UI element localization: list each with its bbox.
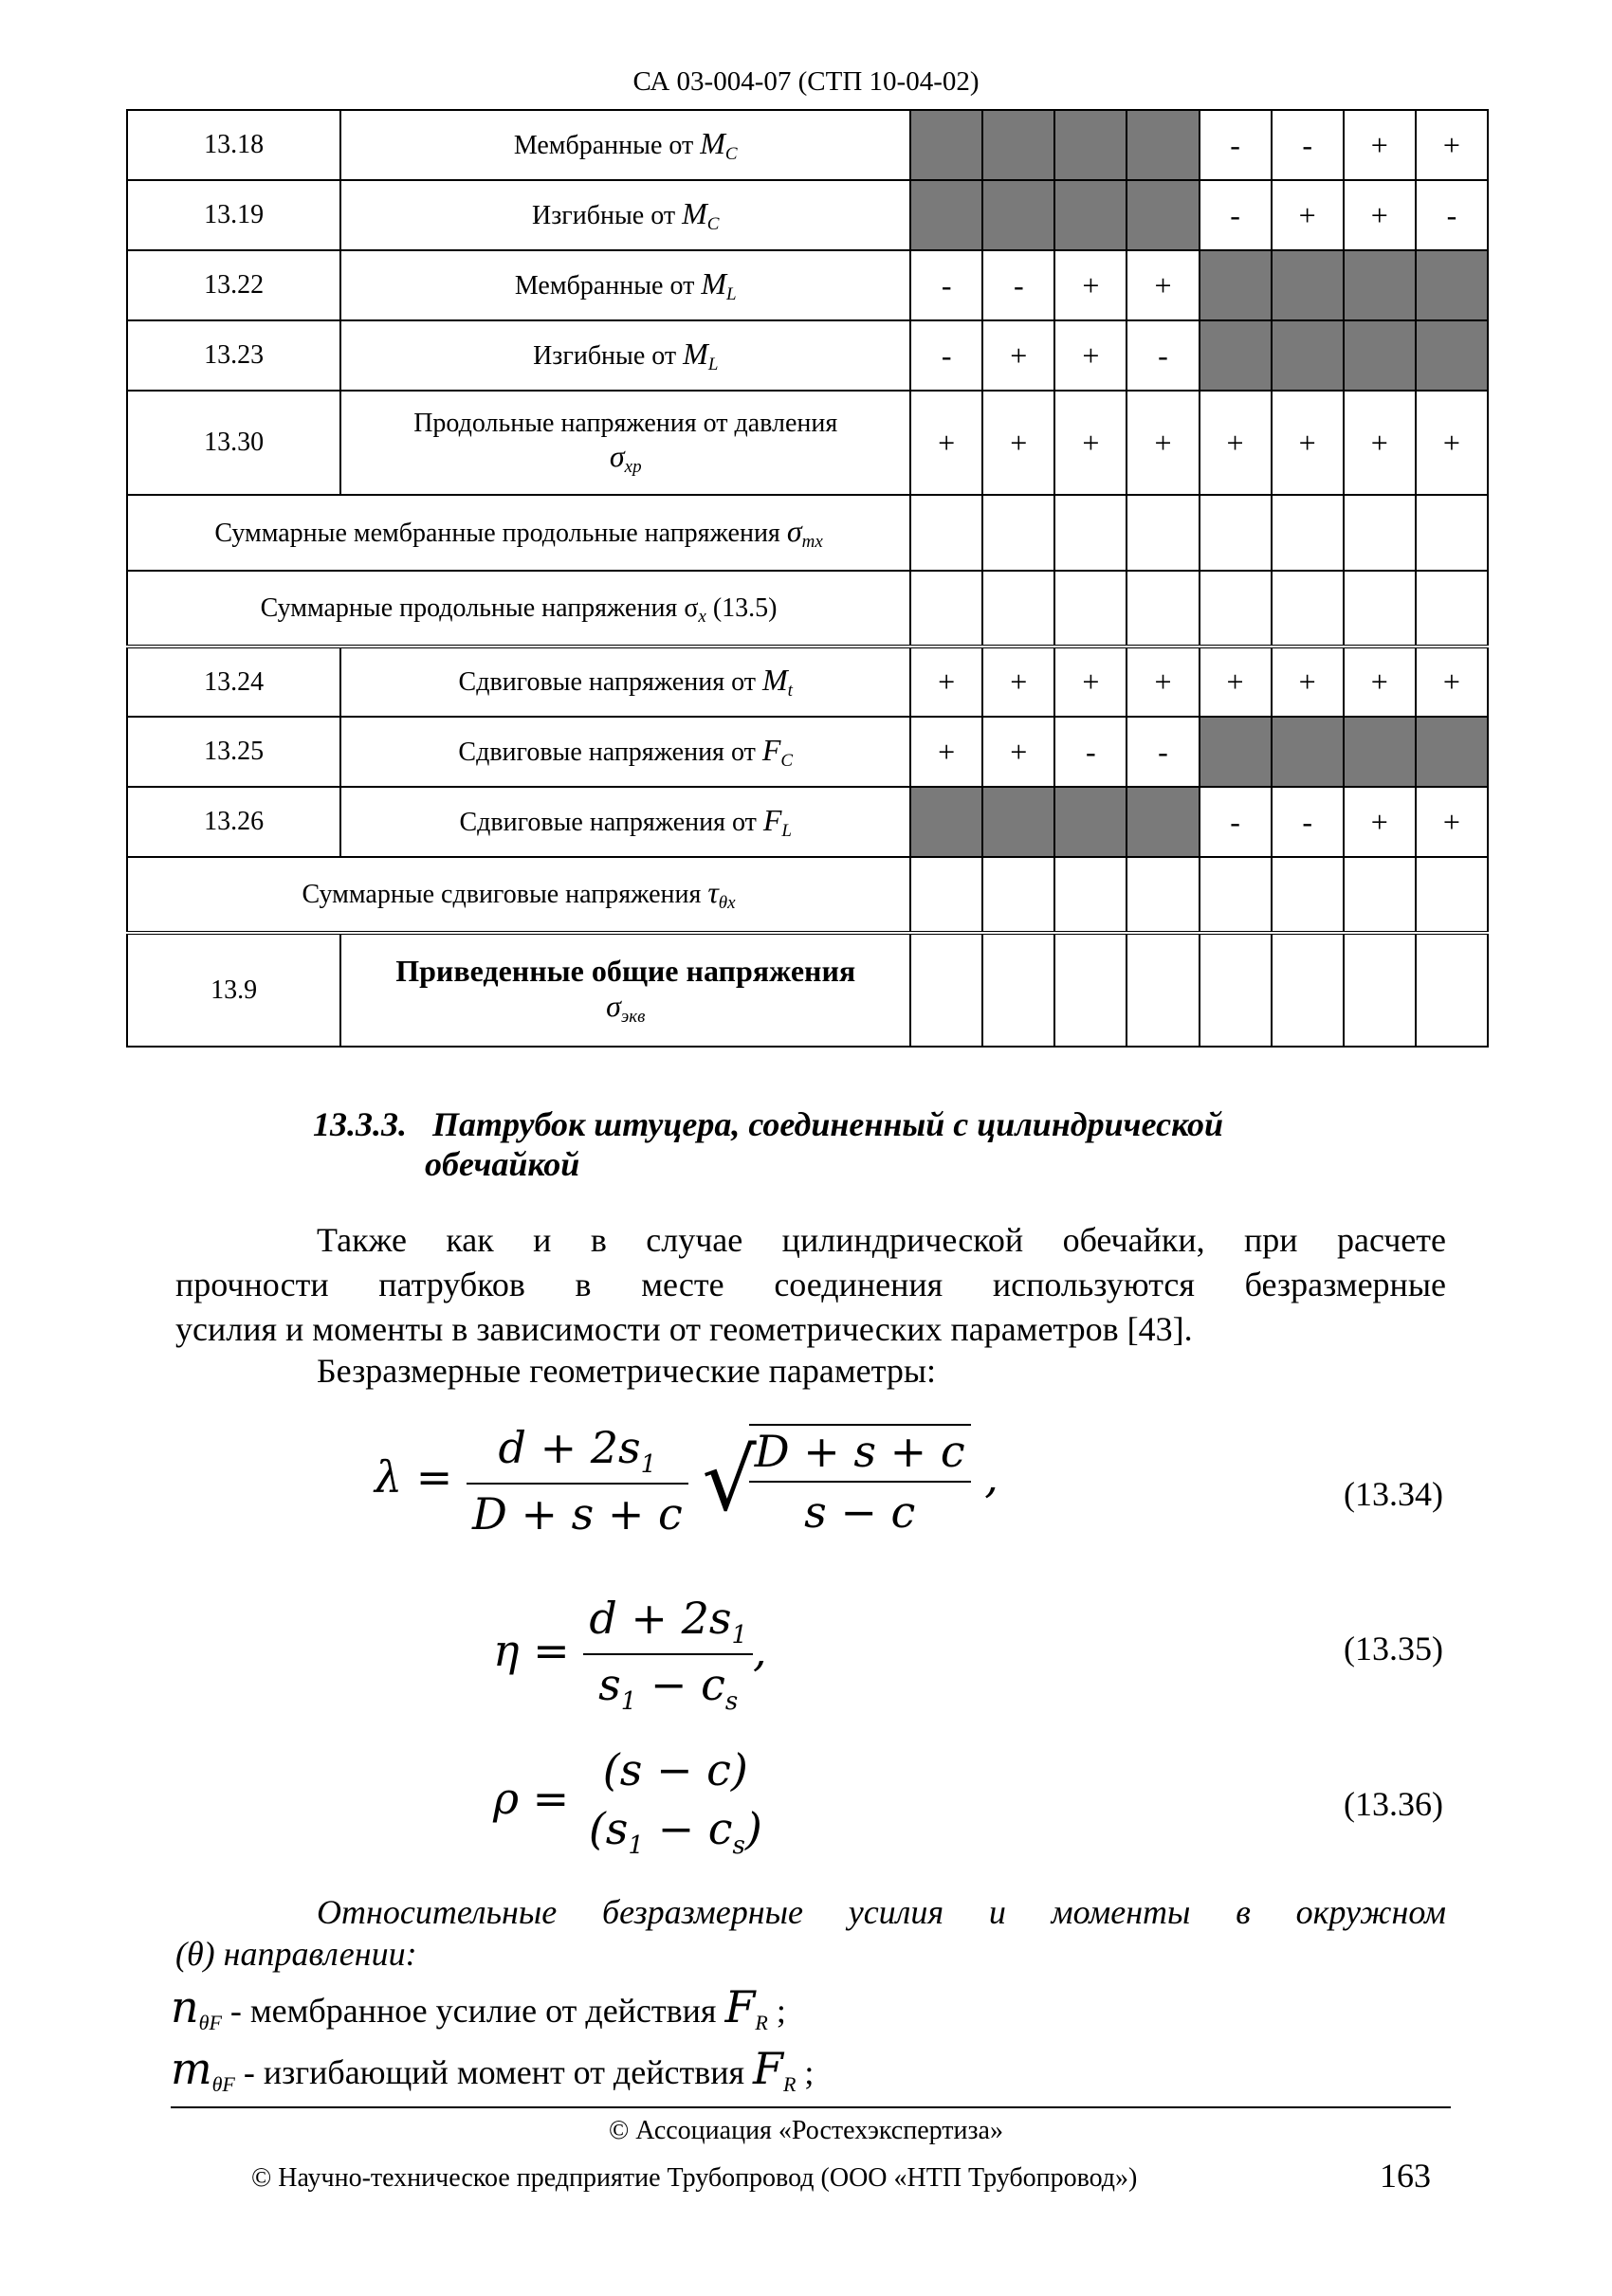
- relative-line1: Относительные безразмерные усилия и моменты в окружном: [317, 1893, 1446, 1931]
- load-case-cell: [910, 495, 982, 571]
- row-symbol-sub: θx: [718, 893, 736, 913]
- row-number: 13.24: [127, 647, 340, 717]
- para-line3: усилия и моменты в зависимости от геометрических параметров [43].: [175, 1310, 1193, 1348]
- load-case-cell: [1416, 320, 1488, 391]
- load-case-cell: [1344, 571, 1416, 647]
- load-case-cell: +: [1344, 110, 1416, 180]
- row-label: Изгибные от: [533, 340, 684, 371]
- load-case-cell: [1054, 495, 1127, 571]
- load-case-cell: [1344, 320, 1416, 391]
- load-case-cell: +: [982, 391, 1054, 495]
- load-case-cell: [910, 787, 982, 857]
- load-case-cell: [1344, 250, 1416, 320]
- load-case-cell: [1127, 495, 1199, 571]
- row-symbol: M: [683, 336, 708, 371]
- load-case-cell: -: [1272, 110, 1344, 180]
- load-case-cell: [910, 857, 982, 933]
- definition-n-theta: [171, 1981, 786, 2035]
- load-case-cell: -: [910, 320, 982, 391]
- load-case-cell: +: [1200, 647, 1272, 717]
- row-symbol: τ: [707, 875, 719, 909]
- load-case-cell: [982, 495, 1054, 571]
- row-label: Суммарные мембранные продольные напряжения: [214, 518, 787, 548]
- load-case-cell: [1272, 933, 1344, 1047]
- load-case-cell: [910, 110, 982, 180]
- load-case-cell: [1272, 717, 1344, 787]
- load-case-cell: +: [1344, 787, 1416, 857]
- row-symbol-sub: C: [780, 750, 794, 771]
- eq2-den-b: − c: [636, 1659, 725, 1711]
- def1-end: ;: [767, 1992, 786, 2030]
- row-label-cell: [340, 250, 910, 320]
- table-row: [127, 110, 1488, 180]
- load-case-cell: +: [1416, 110, 1488, 180]
- footer-line1: © Ассоциация «Ростехэкспертиза»: [609, 2116, 1003, 2145]
- row-number: 13.30: [127, 391, 340, 495]
- load-case-cell: +: [910, 717, 982, 787]
- relative-intro: [175, 1891, 1446, 1975]
- load-case-cell: +: [982, 647, 1054, 717]
- load-case-cell: [1127, 857, 1199, 933]
- load-case-cell: +: [1054, 391, 1127, 495]
- eq3-num: (s − c): [602, 1744, 748, 1795]
- load-case-cell: [1416, 857, 1488, 933]
- load-case-cell: -: [1200, 180, 1272, 250]
- table-row: [127, 391, 1488, 495]
- eq3-den-a-sub: 1: [628, 1831, 644, 1861]
- load-case-cell: [1344, 717, 1416, 787]
- section-title-line2: обечайкой: [425, 1145, 580, 1183]
- load-case-cell: +: [910, 647, 982, 717]
- eq3-lhs: ρ =: [493, 1773, 570, 1825]
- footer-line2: © Научно-техническое предприятие Трубопровод (ООО «НТП Трубопровод»): [251, 2163, 1138, 2193]
- section-number: 13.3.3.: [313, 1105, 407, 1143]
- load-case-cell: [982, 857, 1054, 933]
- eq2-den-a: s: [598, 1659, 621, 1711]
- footer-rule: [171, 2106, 1451, 2108]
- eq1-label: (13.34): [1344, 1475, 1443, 1513]
- def1-f: F: [724, 1981, 756, 2032]
- row-symbol: F: [762, 802, 782, 837]
- load-case-cell: [1054, 571, 1127, 647]
- table-row: [127, 787, 1488, 857]
- table-row: [127, 320, 1488, 391]
- load-case-cell: [1272, 571, 1344, 647]
- load-case-cell: +: [1127, 391, 1199, 495]
- load-case-cell: [1272, 857, 1344, 933]
- load-case-cell: [1200, 571, 1272, 647]
- para-line1: Также как и в случае цилиндрической обечайки, при расчете: [317, 1221, 1446, 1259]
- load-case-cell: [982, 571, 1054, 647]
- row-symbol-sub: L: [707, 354, 719, 374]
- table-row: [127, 180, 1488, 250]
- row-symbol-sub: x: [698, 607, 706, 627]
- row-label: Сдвиговые напряжения от: [458, 737, 762, 767]
- row-suffix: (13.5): [705, 593, 778, 623]
- load-case-cell: -: [1416, 180, 1488, 250]
- row-label-cell: [340, 647, 910, 717]
- eq1-num1-sub: 1: [640, 1450, 657, 1480]
- load-case-cell: [910, 180, 982, 250]
- load-case-cell: [1344, 933, 1416, 1047]
- row-label-cell: [340, 787, 910, 857]
- load-case-cell: [1054, 933, 1127, 1047]
- load-case-cell: [1127, 571, 1199, 647]
- load-case-cell: [1200, 250, 1272, 320]
- def1-fsub: R: [755, 2011, 768, 2035]
- load-case-cell: [1272, 495, 1344, 571]
- eq1-tail: ,: [970, 1451, 998, 1503]
- def2-symbol: m: [171, 2043, 212, 2094]
- section-title-line1: Патрубок штуцера, соединенный с цилиндрической: [432, 1105, 1223, 1143]
- table-row: [127, 933, 1488, 1047]
- eq1-den1: D + s + c: [471, 1488, 683, 1540]
- load-case-cell: [1200, 857, 1272, 933]
- load-case-cell: [1416, 495, 1488, 571]
- row-label-cell: [340, 717, 910, 787]
- load-case-cell: [1054, 787, 1127, 857]
- load-case-cell: +: [1416, 391, 1488, 495]
- load-case-cell: +: [1416, 647, 1488, 717]
- eq1-frac2: [749, 1424, 971, 1538]
- table-row: [127, 250, 1488, 320]
- def2-sub: θF: [211, 2072, 235, 2097]
- load-case-cell: +: [1416, 787, 1488, 857]
- load-case-cell: [1344, 857, 1416, 933]
- row-label: Изгибные от: [532, 200, 683, 230]
- eq2-lhs: η =: [493, 1625, 570, 1677]
- load-case-cell: +: [1344, 391, 1416, 495]
- eq1-den2: s − c: [804, 1486, 916, 1539]
- eq3-den-c: ): [744, 1803, 762, 1854]
- row-symbol: M: [701, 265, 726, 301]
- row-symbol-sub: C: [706, 213, 720, 234]
- table-row: [127, 571, 1488, 647]
- row-label-cell: [340, 180, 910, 250]
- load-case-cell: -: [1054, 717, 1127, 787]
- load-case-cell: [1200, 933, 1272, 1047]
- para-line2: прочности патрубков в месте соединения используются безразмерные: [175, 1266, 1446, 1303]
- eq3-den-b-sub: s: [732, 1831, 745, 1861]
- eq3-den-b: − c: [643, 1803, 733, 1854]
- load-case-cell: +: [1272, 180, 1344, 250]
- load-case-cell: [910, 933, 982, 1047]
- load-case-cell: -: [910, 250, 982, 320]
- row-symbol: F: [761, 732, 781, 767]
- row-number: 13.9: [127, 933, 340, 1047]
- relative-line2: (θ) направлении:: [175, 1935, 417, 1973]
- load-case-cell: +: [982, 320, 1054, 391]
- load-case-cell: +: [1127, 647, 1199, 717]
- def1-symbol: n: [171, 1981, 199, 2032]
- row-label-cell: [340, 391, 910, 495]
- load-case-cell: [1272, 320, 1344, 391]
- load-case-cell: +: [1054, 647, 1127, 717]
- load-case-cell: [1054, 857, 1127, 933]
- load-case-cell: [1416, 717, 1488, 787]
- load-case-cell: [1200, 320, 1272, 391]
- geo-params-intro: Безразмерные геометрические параметры:: [317, 1352, 937, 1390]
- load-case-cell: [1200, 495, 1272, 571]
- def2-f: F: [753, 2043, 783, 2094]
- row-label-cell: [340, 110, 910, 180]
- eq3-label: (13.36): [1344, 1785, 1443, 1823]
- load-case-cell: +: [1054, 320, 1127, 391]
- load-case-cell: [982, 933, 1054, 1047]
- row-label-cell: [127, 857, 910, 933]
- row-symbol: M: [682, 195, 707, 230]
- load-case-cell: -: [1200, 787, 1272, 857]
- row-label: Суммарные продольные напряжения σ: [260, 593, 699, 623]
- row-number: 13.19: [127, 180, 340, 250]
- row-label: Суммарные сдвиговые напряжения: [302, 880, 708, 909]
- load-case-cell: [1127, 180, 1199, 250]
- load-case-cell: [982, 787, 1054, 857]
- sqrt-icon: √: [702, 1430, 757, 1531]
- load-case-cell: [982, 180, 1054, 250]
- row-symbol: M: [700, 125, 725, 160]
- eq2-den-a-sub: 1: [620, 1687, 637, 1717]
- eq2-label: (13.35): [1344, 1630, 1443, 1667]
- load-case-cell: [1054, 110, 1127, 180]
- row-label-cell: [340, 320, 910, 391]
- eq2-frac: [583, 1593, 753, 1716]
- load-case-cell: +: [910, 391, 982, 495]
- row-symbol: σ: [609, 438, 625, 473]
- row-number: 13.26: [127, 787, 340, 857]
- row-label-cell: [127, 495, 910, 571]
- load-case-cell: [1054, 180, 1127, 250]
- row-label: Сдвиговые напряжения от: [459, 807, 763, 837]
- load-case-cell: -: [982, 250, 1054, 320]
- row-symbol-sub: L: [781, 820, 792, 841]
- table-row: [127, 857, 1488, 933]
- load-case-cell: -: [1272, 787, 1344, 857]
- row-label: Продольные напряжения от давления: [413, 408, 838, 438]
- load-case-cell: [982, 110, 1054, 180]
- eq2-num: d + 2s: [589, 1593, 732, 1644]
- row-number: 13.18: [127, 110, 340, 180]
- load-case-cell: +: [1200, 391, 1272, 495]
- load-case-cell: +: [1344, 180, 1416, 250]
- load-case-cell: +: [982, 717, 1054, 787]
- def1-sub: θF: [198, 2011, 222, 2035]
- eq1-num2: D + s + c: [749, 1426, 971, 1483]
- section-heading: [313, 1104, 1451, 1184]
- row-label: Мембранные от: [513, 130, 701, 160]
- eq3-den-a: (s: [588, 1803, 629, 1854]
- load-case-cell: [1200, 717, 1272, 787]
- eq2-den-b-sub: s: [724, 1687, 739, 1717]
- load-case-cell: -: [1200, 110, 1272, 180]
- definition-m-theta: [171, 2043, 814, 2097]
- load-case-cell: +: [1344, 647, 1416, 717]
- load-case-cell: [910, 571, 982, 647]
- row-symbol-sub: L: [725, 283, 737, 304]
- table-row: [127, 717, 1488, 787]
- def2-text: - изгибающий момент от действия: [234, 2053, 754, 2091]
- row-symbol: M: [761, 663, 788, 697]
- table-row: [127, 647, 1488, 717]
- load-case-cell: +: [1272, 647, 1344, 717]
- row-symbol-sub: xp: [624, 456, 642, 477]
- eq1-num1: d + 2s: [498, 1422, 641, 1473]
- row-symbol-sub: экв: [620, 1006, 646, 1027]
- load-case-cell: [1344, 495, 1416, 571]
- load-case-cell: [1272, 250, 1344, 320]
- load-case-cell: [1416, 571, 1488, 647]
- load-case-cell: [1416, 250, 1488, 320]
- load-case-cell: [1127, 110, 1199, 180]
- row-label-cell: [127, 571, 910, 647]
- row-label-cell: [340, 933, 910, 1047]
- load-case-cell: [1127, 787, 1199, 857]
- table-row: [127, 495, 1488, 571]
- load-case-cell: -: [1127, 717, 1199, 787]
- row-symbol: σ: [786, 513, 802, 548]
- load-case-cell: +: [1054, 250, 1127, 320]
- row-symbol-sub: t: [787, 681, 793, 701]
- equation-13-34: [375, 1422, 998, 1540]
- row-number: 13.25: [127, 717, 340, 787]
- load-case-cell: -: [1127, 320, 1199, 391]
- def2-end: ;: [796, 2053, 815, 2091]
- intro-paragraph: [175, 1218, 1446, 1352]
- def2-fsub: R: [782, 2072, 797, 2097]
- eq1-frac1: [467, 1422, 688, 1540]
- load-case-cell: [1127, 933, 1199, 1047]
- equation-13-36: [493, 1744, 768, 1860]
- eq2-tail: ,: [753, 1625, 767, 1677]
- eq1-lhs: λ =: [375, 1451, 453, 1503]
- row-number: 13.22: [127, 250, 340, 320]
- eq3-frac: [583, 1744, 768, 1860]
- row-symbol: σ: [606, 988, 621, 1023]
- load-case-cell: [1416, 933, 1488, 1047]
- page-header: СА 03-004-07 (СТП 10-04-02): [632, 66, 980, 97]
- load-case-cell: +: [1127, 250, 1199, 320]
- row-label: Приведенные общие напряжения: [395, 953, 856, 988]
- load-case-cell: +: [1272, 391, 1344, 495]
- eq2-num-sub: 1: [731, 1621, 748, 1650]
- equation-13-35: [493, 1593, 767, 1716]
- row-symbol-sub: mx: [801, 531, 823, 552]
- row-label: Сдвиговые напряжения от: [458, 667, 762, 697]
- stress-table: [126, 109, 1489, 1048]
- row-symbol-sub: C: [724, 143, 738, 164]
- def1-text: - мембранное усилие от действия: [221, 1992, 725, 2030]
- row-number: 13.23: [127, 320, 340, 391]
- row-label: Мембранные от: [514, 270, 702, 301]
- page-number: 163: [1380, 2157, 1431, 2195]
